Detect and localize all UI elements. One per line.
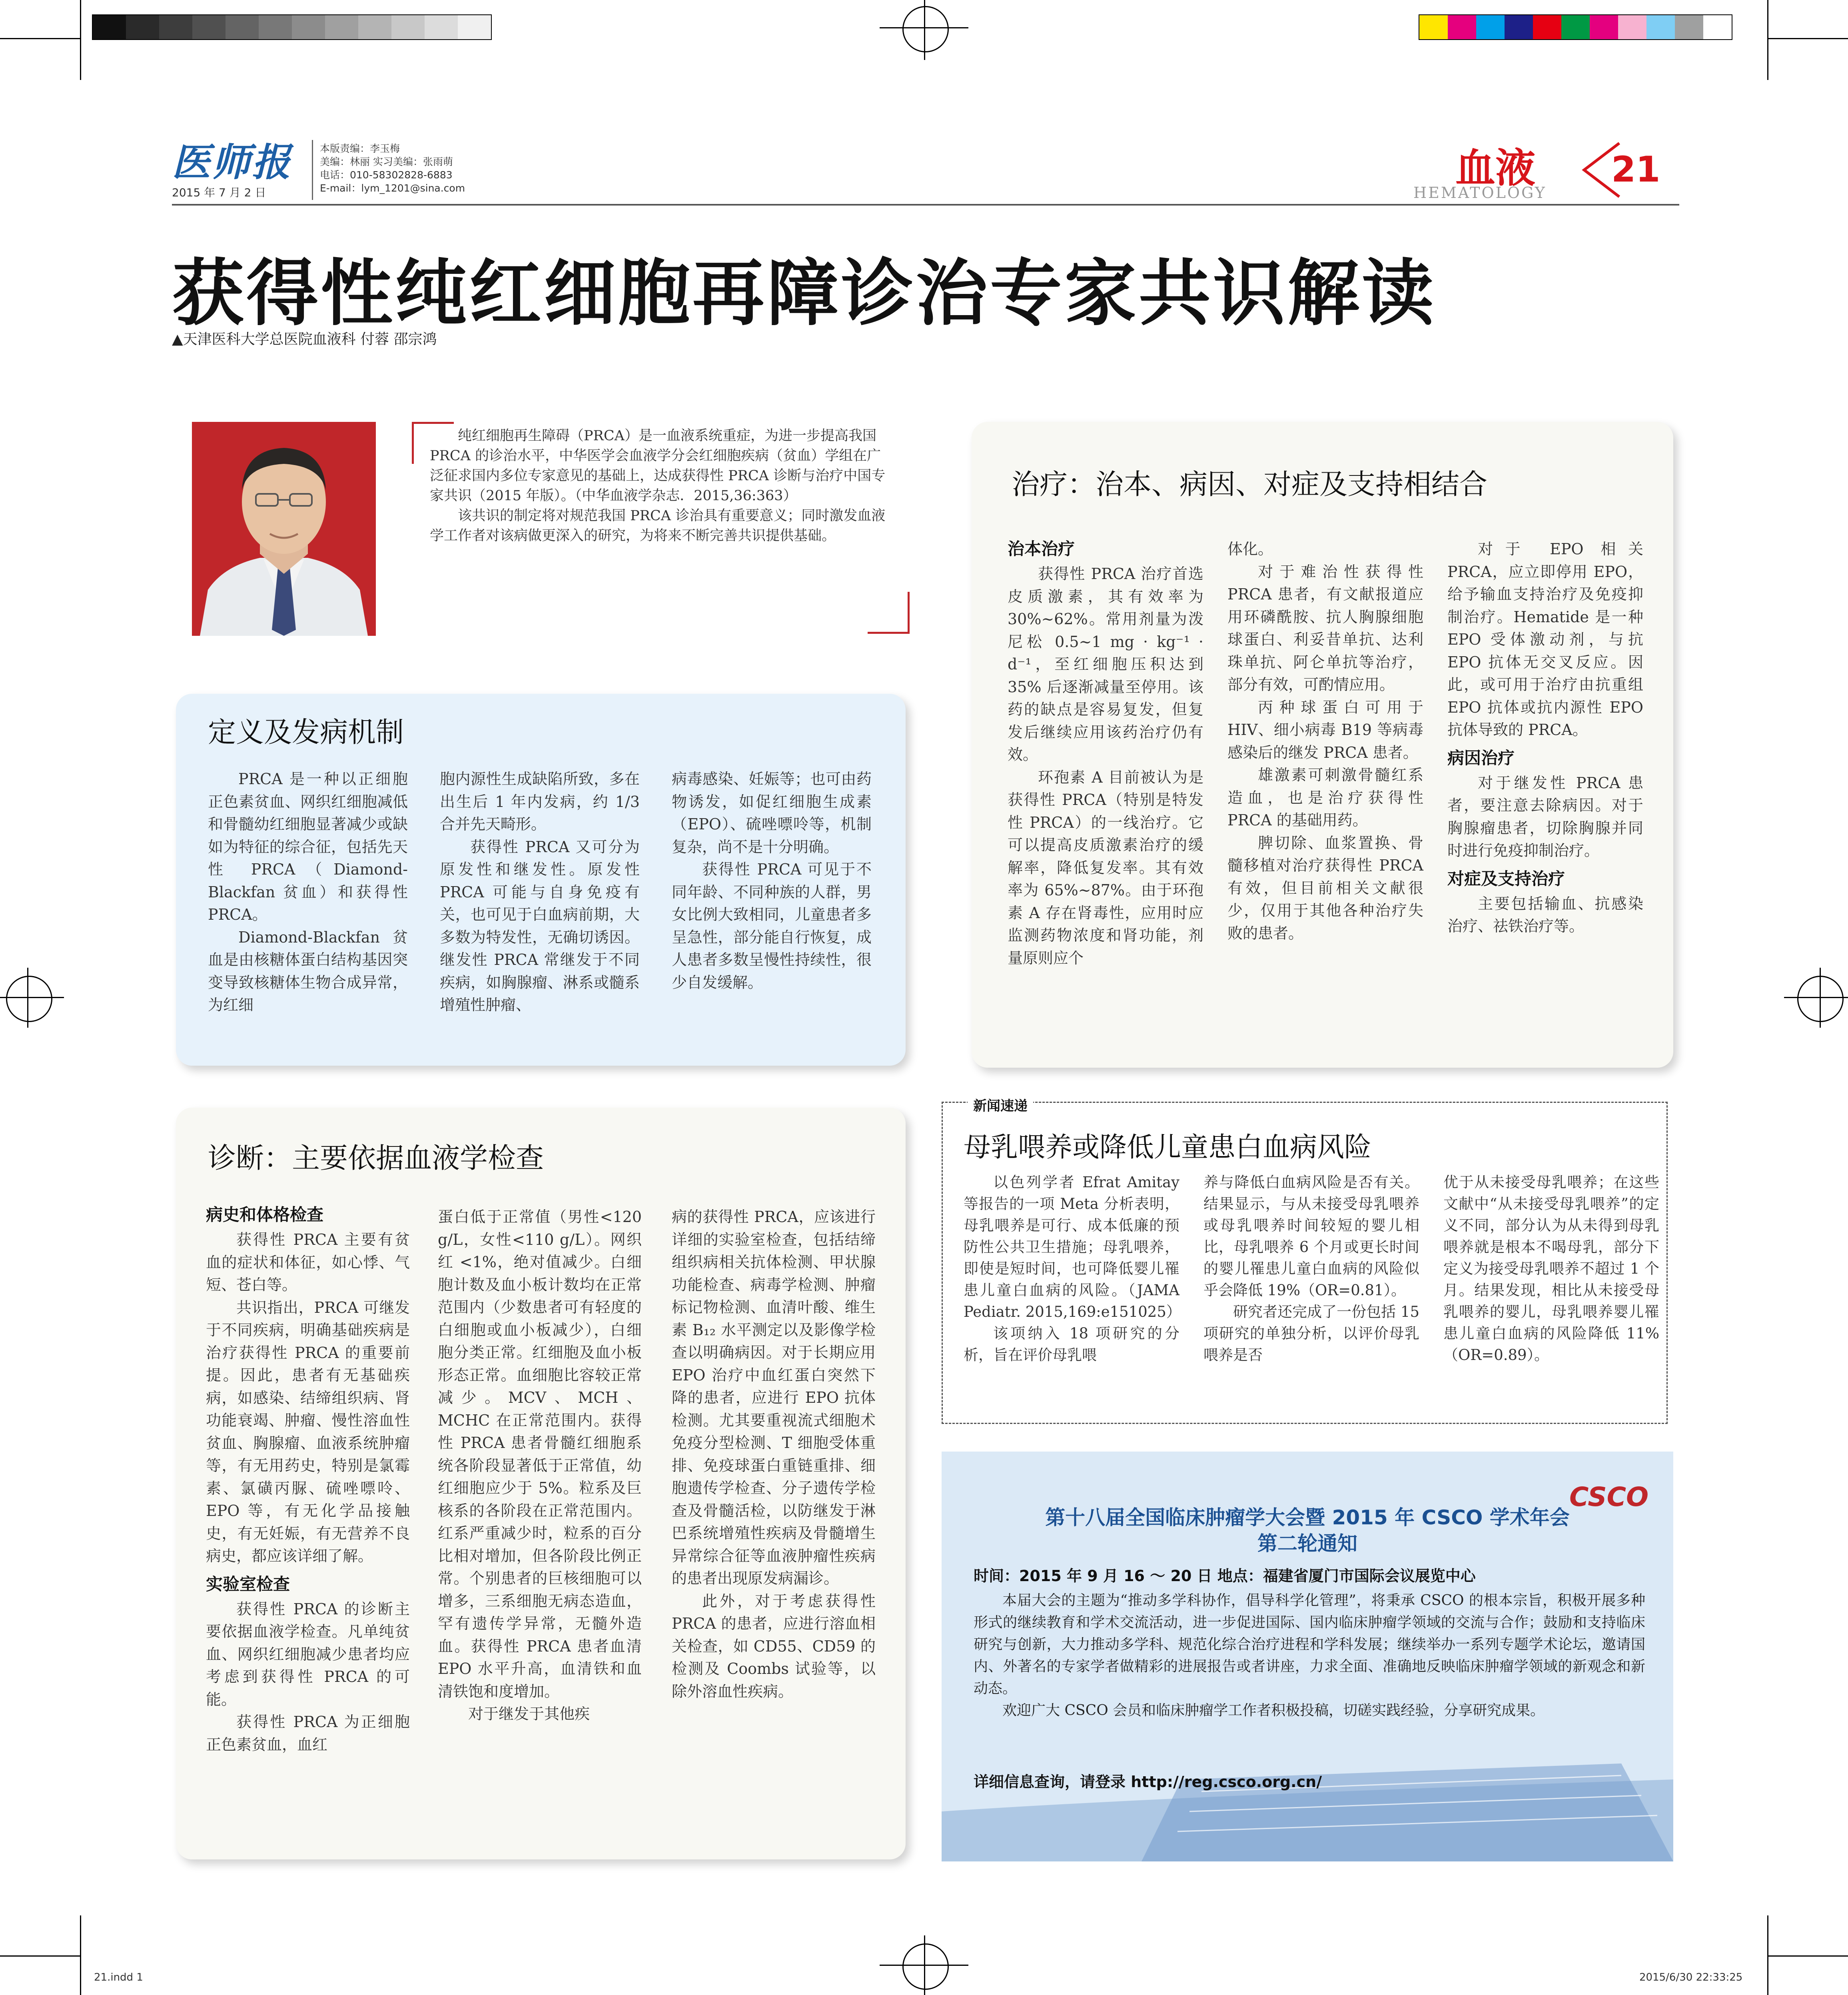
- text-column: [438, 1206, 642, 1725]
- crop-mark: [1767, 1955, 1848, 1957]
- subheading: 实验室检查: [206, 1574, 290, 1594]
- editor-info: [320, 142, 465, 195]
- crop-mark: [924, 0, 925, 60]
- section-heading: 诊断：主要依据血液学检查: [208, 1142, 544, 1174]
- editor-info-line: E-mail：lym_1201@sina.com: [320, 182, 465, 194]
- paragraph: 雄激素可刺激骨髓红系造血，也是治疗获得性 PRCA 的基础用药。: [1227, 766, 1423, 829]
- csco-conference-ad: [942, 1452, 1673, 1861]
- subheading: 治本治疗: [1008, 539, 1075, 559]
- news-title: 母乳喂养或降低儿童患白血病风险: [964, 1132, 1372, 1163]
- section-name: 血液: [1455, 145, 1535, 192]
- color-registration-bar: [1419, 14, 1732, 40]
- text-column: [208, 768, 408, 1016]
- paragraph: 获得性 PRCA 为正细胞正色素贫血，血红: [206, 1713, 410, 1753]
- paragraph: 此外，对于考虑获得性 PRCA 的患者，应进行溶血相关检查，如 CD55、CD59 的检测及 Coombs 试验等，以除外溶血性疾病。: [672, 1592, 876, 1700]
- paragraph: 获得性 PRCA 的诊断主要依据血液学检查。凡单纯贫血、网织红细胞减少患者均应考虑到获得性 PRCA 的可能。: [206, 1600, 410, 1708]
- ad-subtitle: 第二轮通知: [1257, 1532, 1357, 1555]
- text-column: [440, 768, 640, 1016]
- text-column: [206, 1204, 410, 1756]
- paragraph: 对于继发性 PRCA 患者，要注意去除病因。对于胸腺瘤患者，切除胸腺并同时进行免疫抑制治疗。: [1447, 774, 1643, 859]
- paragraph: 获得性 PRCA 治疗首选皮质激素，其有效率为 30%~62%。常用剂量为泼尼松 0.5~1 mg · kg⁻¹ · d⁻¹，至红细胞压积达到 35% 后逐渐减量至停用。该药的缺点是容易复发，但复发后继续应用该药治疗仍有效。: [1008, 565, 1203, 763]
- issue-date: 2015 年 7 月 2 日: [172, 186, 266, 199]
- page-number: 21: [1611, 149, 1660, 190]
- ad-info-link[interactable]: 详细信息查询，请登录 http://reg.csco.org.cn/: [974, 1773, 1322, 1791]
- text-column: [672, 768, 872, 994]
- paragraph: 体化。: [1227, 540, 1273, 558]
- paragraph: 优于从未接受母乳喂养；在这些文献中“从未接受母乳喂养”的定义不同，部分认为从未得到母乳喂养就是根本不喝母乳，部分下定义为接受母乳喂养不超过 1 个月。结果发现，相比从未接受母乳喂养的婴儿，母乳喂养婴儿罹患儿童白血病的风险降低 11%（OR=0.89）。: [1443, 1174, 1659, 1364]
- paragraph: 获得性 PRCA 又可分为原发性和继发性。原发性 PRCA 可能与自身免疫有关，也可见于白血病前期，大多数为特发性，无确切诱因。继发性 PRCA 常继发于不同疾病，如胸腺瘤、淋系或髓系增殖性肿瘤、: [440, 838, 640, 1014]
- paragraph: 研究者还完成了一份包括 15 项研究的单独分析，以评价母乳喂养是否: [1203, 1303, 1419, 1364]
- print-timestamp: 2015/6/30 22:33:25: [1639, 1971, 1743, 1983]
- paragraph: 对于难治性获得性 PRCA 患者，有文献报道应用环磷酰胺、抗人胸腺细胞球蛋白、利妥昔单抗、达利珠单抗、阿仑单抗等治疗，部分有效，可酌情应用。: [1227, 563, 1423, 693]
- news-tag: 新闻速递: [968, 1095, 1033, 1114]
- crop-mark: [80, 1915, 81, 1995]
- intro-paragraph: 纯红细胞再生障碍（PRCA）是一血液系统重症，为进一步提高我国 PRCA 的诊治水平，中华医学会血液学分会红细胞疾病（贫血）学组在广泛征求国内多位专家意见的基础上，达成获得性 PRCA 诊断与治疗中国专家共识（2015 年版）。（中华血液学杂志．2015,36:363）: [430, 428, 886, 504]
- paragraph: 丙种球蛋白可用于 HIV、细小病毒 B19 等病毒感染后的继发 PRCA 患者。: [1227, 698, 1423, 761]
- crop-mark: [1784, 997, 1848, 998]
- section-heading: 定义及发病机制: [208, 716, 404, 749]
- editor-info-line: 美编：林丽 实习美编：张雨萌: [320, 156, 453, 168]
- registration-target-icon: [902, 1943, 949, 1990]
- paragraph: 该项纳入 18 项研究的分析，旨在评价母乳喂: [964, 1325, 1179, 1364]
- crop-mark: [0, 997, 64, 998]
- header-rule: [172, 204, 1679, 206]
- ad-body: [974, 1590, 1645, 1721]
- editor-info-line: 电话：010-58302828-6883: [320, 169, 453, 181]
- text-column: [672, 1206, 876, 1703]
- paragraph: 对于 EPO 相关 PRCA，应立即停用 EPO，给予输血支持治疗及免疫抑制治疗。Hematide 是一种 EPO 受体激动剂，与抗 EPO 抗体无交叉反应。因此，或可用于治疗由抗重组 EPO 抗体或抗内源性 EPO 抗体导致的 PRCA。: [1447, 540, 1643, 739]
- subheading: 病因治疗: [1447, 748, 1515, 768]
- ad-title: 第十八届全国临床肿瘤学大会暨 2015 年 CSCO 学术年会: [1045, 1506, 1570, 1529]
- paragraph: 以色列学者 Efrat Amitay 等报告的一项 Meta 分析表明，母乳喂养是可行、成本低廉的预防性公共卫生措施；母乳喂养，即使是短时间，也可降低婴儿罹患儿童白血病的风险。（JAMA Pediatr. 2015,169:e151025）: [964, 1174, 1181, 1320]
- masthead-logo: 医师报: [172, 140, 292, 185]
- crop-mark: [924, 1935, 925, 1995]
- section-name-en: HEMATOLOGY: [1413, 184, 1547, 202]
- text-column: [1008, 538, 1203, 969]
- crop-mark: [1767, 38, 1848, 39]
- author-photo: [192, 422, 376, 636]
- article-intro: [430, 426, 890, 546]
- paragraph: Diamond-Blackfan 贫血是由核糖体蛋白结构基因突变导致核糖体生物合成异常，为红细: [208, 928, 408, 1014]
- crop-mark: [1767, 0, 1768, 80]
- paragraph: 病的获得性 PRCA，应该进行详细的实验室检查，包括结缔组织病相关抗体检测、甲状腺功能检查、病毒学检测、肿瘤标记物检测、血清叶酸、维生素 B₁₂ 水平测定以及影像学检查以明确病因。对于长期应用 EPO 治疗中血红蛋白突然下降的患者，应进行 EPO 抗体检测。尤其要重视流式细胞术免疫分型检测、T 细胞受体重排、免疫球蛋白重链重排、细胞遗传学检查、分子遗传学检查及骨髓活检，以防继发于淋巴系统增殖性疾病及骨髓增生异常综合征等血液肿瘤性疾病的患者出现原发病漏诊。: [672, 1208, 876, 1587]
- definition-section: [176, 694, 906, 1066]
- article-title: 获得性纯红细胞再障诊治专家共识解读: [172, 252, 1437, 335]
- subheading: 对症及支持治疗: [1447, 869, 1565, 889]
- csco-logo: CSCO: [1569, 1482, 1649, 1512]
- text-column: [964, 1172, 1179, 1366]
- crop-mark: [27, 968, 28, 1028]
- quote-bracket: [868, 592, 910, 634]
- text-column: [1443, 1172, 1659, 1366]
- paragraph: 对于继发于其他疾: [468, 1705, 590, 1723]
- paragraph: PRCA 是一种以正细胞正色素贫血、网织红细胞减低和骨髓幼红细胞显著减少或缺如为特征的综合征，包括先天性 PRCA（Diamond-Blackfan 贫血）和获得性 PRCA。: [208, 770, 408, 923]
- crop-mark: [80, 0, 81, 80]
- byline: ▲天津医科大学总医院血液科 付蓉 邵宗鸿: [172, 331, 437, 347]
- paragraph: 蛋白低于正常值（男性<120 g/L，女性<110 g/L）。网织红 <1%，绝对值减少。白细胞计数及血小板计数均在正常范围内（少数患者可有轻度的白细胞或血小板减少），白细胞分类正常。红细胞及血小板形态正常。血细胞比容较正常减少。MCV、MCH、MCHC 在正常范围内。获得性 PRCA 患者骨髓红细胞系统各阶段显著低于正常值，幼红细胞应少于 5%。粒系及巨核系的各阶段在正常范围内。红系严重减少时，粒系的百分比相对增加，但各阶段比例正常。个别患者的巨核细胞可以增多，三系细胞无病态造血，罕有遗传学异常，无髓外造血。获得性 PRCA 患者血清 EPO 水平升高，血清铁和血清铁饱和度增加。: [438, 1208, 642, 1700]
- text-column: [1447, 538, 1643, 938]
- file-slug: 21.indd 1: [94, 1971, 143, 1983]
- registration-target-icon: [902, 6, 949, 52]
- intro-paragraph: 该共识的制定将对规范我国 PRCA 诊治具有重要意义；同时激发血液学工作者对该病做更深入的研究，为将来不断完善共识提供基础。: [430, 508, 886, 544]
- editor-info-line: 本版责编：李玉梅: [320, 143, 400, 154]
- treatment-section: [972, 422, 1673, 1068]
- paragraph: 胞内源性生成缺陷所致，多在出生后 1 年内发病，约 1/3 合并先天畸形。: [440, 770, 640, 833]
- text-column: [1203, 1172, 1419, 1366]
- paragraph: 获得性 PRCA 主要有贫血的症状和体征，如心悸、气短、苍白等。: [206, 1231, 410, 1294]
- crop-mark: [1820, 968, 1821, 1028]
- section-heading: 治疗：治本、病因、对症及支持相结合: [1012, 468, 1487, 501]
- crop-mark: [0, 38, 80, 39]
- registration-target-icon: [6, 976, 52, 1022]
- paragraph: 病毒感染、妊娠等；也可由药物诱发，如促红细胞生成素（EPO）、硫唑嘌呤等，机制复杂，尚不是十分明确。: [672, 770, 872, 856]
- text-column: [1227, 538, 1423, 945]
- ad-time-place: 时间：2015 年 9 月 16 ～ 20 日 地点：福建省厦门市国际会议展览中心: [974, 1567, 1476, 1585]
- paragraph: 环孢素 A 目前被认为是获得性 PRCA（特别是特发性 PRCA）的一线治疗。它可以提高皮质激素治疗的缓解率，降低复发率。其有效率为 65%~87%。由于环孢素 A 存在肾毒性，应用时应监测药物浓度和肾功能，剂量原则应个: [1008, 768, 1203, 967]
- paragraph: 欢迎广大 CSCO 会员和临床肿瘤学工作者积极投稿，切磋实践经验，分享研究成果。: [1002, 1702, 1545, 1719]
- grayscale-registration-bar: [92, 14, 492, 40]
- paragraph: 脾切除、血浆置换、骨髓移植对治疗获得性 PRCA 有效，但目前相关文献很少，仅用于其他各种治疗失败的患者。: [1227, 834, 1423, 942]
- paragraph: 获得性 PRCA 可见于不同年龄、不同种族的人群，男女比例大致相同，儿童患者多呈急性，部分能自行恢复，成人患者多数呈慢性持续性，很少自发缓解。: [672, 861, 872, 991]
- subheading: 病史和体格检查: [206, 1205, 324, 1224]
- paragraph: 本届大会的主题为“推动多学科协作，倡导科学化管理”，将秉承 CSCO 的根本宗旨，积极开展多种形式的继续教育和学术交流活动，进一步促进国际、国内临床肿瘤学领域的交流与合作；鼓励和支持临床研究与创新，大力推动多学科、规范化综合治疗进程和学科发展；继续举办一系列专题学术论坛，邀请国内、外著名的专家学者做精彩的进展报告或者讲座，力求全面、准确地反映临床肿瘤学领域的新观念和新动态。: [974, 1592, 1645, 1697]
- crop-mark: [0, 1955, 80, 1957]
- paragraph: 主要包括输血、抗感染治疗、祛铁治疗等。: [1447, 895, 1643, 935]
- diagnosis-section: [176, 1108, 906, 1859]
- paragraph: 养与降低白血病风险是否有关。结果显示，与从未接受母乳喂养或母乳喂养时间较短的婴儿相比，母乳喂养 6 个月或更长时间的婴儿罹患儿童白血病的风险似乎会降低 19%（OR=0.81）。: [1203, 1174, 1419, 1299]
- crop-mark: [1767, 1915, 1768, 1995]
- masthead-divider: [312, 140, 313, 200]
- paragraph: 共识指出，PRCA 可继发于不同疾病，明确基础疾病是治疗获得性 PRCA 的重要前提。因此，患者有无基础疾病，如感染、结缔组织病、肾功能衰竭、肿瘤、慢性溶血性贫血、胸腺瘤、血液系统肿瘤等，有无用药史，特别是氯霉素、氯磺丙脲、硫唑嘌呤、EPO 等，有无化学品接触史，有无妊娠，有无营养不良病史，都应该详细了解。: [206, 1298, 410, 1565]
